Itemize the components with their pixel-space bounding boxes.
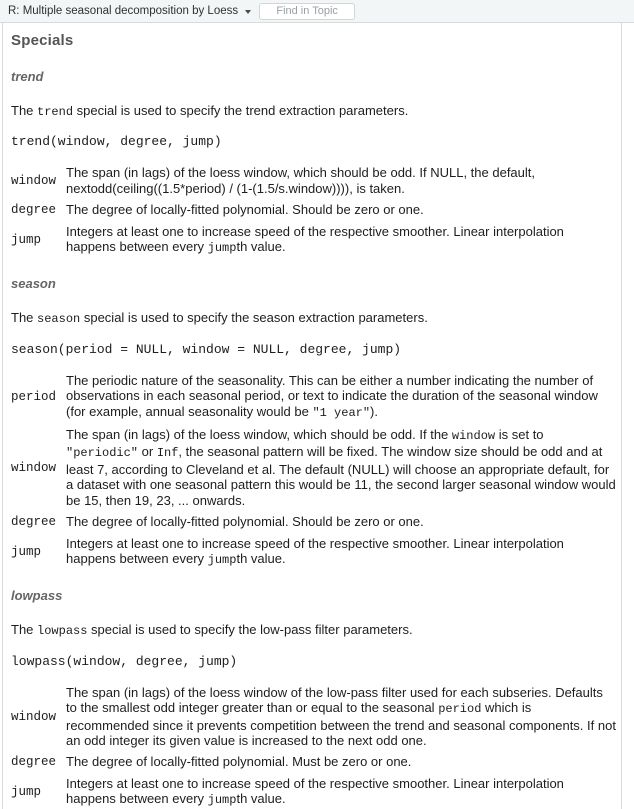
find-in-topic-input[interactable] [259,3,355,20]
param-name: window [11,709,57,724]
param-desc: The degree of locally-fitted polynomial. Should be zero or one. [66,514,424,530]
help-section [11,276,617,568]
inline-code: Inf [156,446,179,461]
param-desc: Integers at least one to increase speed of the respective smoother. Linear interpolation happens between every jumpth value. [66,535,564,567]
topic-title: R: Multiple seasonal decomposition by Loess [8,5,239,17]
param-row [11,514,617,529]
page-title: Specials [11,32,74,49]
param-name: window [11,460,57,475]
param-row [11,754,617,769]
section-heading: season [11,276,56,292]
section-heading: lowpass [11,588,63,604]
section-intro: The season special is used to specify the season extraction parameters. [11,310,428,327]
param-desc: The span (in lags) of the loess window, which should be odd. If NULL, the default, nextodd(ceiling((1.5*period) / (1-(1.5/s.window)))), is taken. [66,165,535,196]
section-code: season(period = NULL, window = NULL, degree, jump) [11,341,402,357]
section-intro: The trend special is used to specify the trend extraction parameters. [11,103,409,119]
param-row [11,427,617,508]
param-name: jump [11,785,42,800]
inline-code: season [37,312,81,327]
param-row [11,776,617,809]
section-heading: trend [11,69,44,84]
param-desc: Integers at least one to increase speed of the respective smoother. Linear interpolation happens between every jumpth value. [66,223,564,256]
param-name: jump [11,233,42,248]
param-row [11,224,617,257]
param-name: period [11,389,57,404]
param-row [11,685,617,749]
toolbar [0,0,634,23]
param-desc: The degree of locally-fitted polynomial. Must be zero or one. [66,754,412,770]
param-desc: The span (in lags) of the loess window of the low-pass filter used for each subseries. Defaults to the smallest odd integer greater than or equal to the seasonal period which is recommended since it prevents competition between the trend and seasonal components. If not an odd integer its given value is increased to the next odd one. [66,684,616,748]
param-row [11,165,617,196]
help-section [11,588,617,808]
section-intro: The lowpass special is used to specify the low-pass filter parameters. [11,622,413,639]
param-row [11,373,617,421]
inline-code: "periodic" [66,446,139,461]
param-desc: Integers at least one to increase speed of the respective smoother. Linear interpolation happens between every jumpth value. [66,775,564,808]
topic-selector[interactable] [8,5,251,17]
param-desc: The span (in lags) of the loess window, which should be odd. If the window is set to "periodic" or Inf, the seasonal pattern will be fixed. The window size should be odd and at least 7, according to Cleveland et al. The default (NULL) will choose an appropriate default, for a dataset with one seasonal pattern this would be 11, the second larger seasonal window would be 15, then 19, 23, ... onwards. [66,427,616,508]
inline-code: window [451,429,496,444]
param-name: jump [11,544,42,559]
inline-code: jump [207,793,237,808]
param-name: degree [11,514,57,529]
param-list [11,373,617,568]
inline-code: trend [37,105,74,119]
section-code: trend(window, degree, jump) [11,134,222,150]
inline-code: "1 year" [312,405,371,420]
inline-code: period [438,702,482,717]
param-list [11,685,617,809]
inline-code: jump [207,552,237,567]
param-desc: The degree of locally-fitted polynomial. Should be zero or one. [66,202,424,218]
inline-code: lowpass [37,624,88,639]
section-code: lowpass(window, degree, jump) [11,653,238,669]
help-content [2,23,622,809]
inline-code: jump [207,241,237,256]
help-section [11,69,617,256]
param-row [11,536,617,569]
chevron-down-icon [245,10,251,14]
param-name: degree [11,202,57,217]
param-name: window [11,173,57,188]
sections-container [11,69,617,809]
param-name: degree [11,755,57,770]
param-list [11,165,617,256]
param-row [11,202,617,217]
param-desc: The periodic nature of the seasonality. This can be either a number indicating the number of observations in each seasonal period, or text to indicate the duration of the seasonal window (for example, annual seasonality would be "1 year"). [66,372,598,420]
